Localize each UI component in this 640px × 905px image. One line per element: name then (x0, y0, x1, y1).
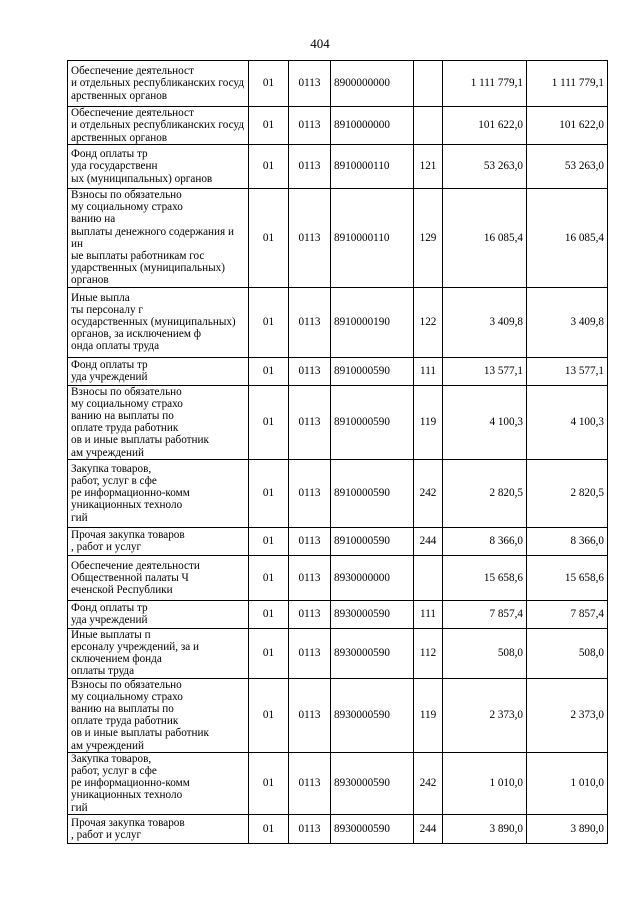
section-code-cell (249, 600, 289, 628)
amount-2-cell (527, 527, 608, 555)
target-item-code-cell (331, 527, 414, 555)
target-item-code-cell (331, 600, 414, 628)
expense-type-code: 122 (419, 316, 437, 329)
target-item-code-cell (331, 628, 414, 678)
expense-name: Взносы по обязательно му социальному страхо ванию на выплаты по оплате труда работник ов и иные выплаты работник ам учреждений (71, 678, 209, 752)
subsection-code-cell (289, 145, 331, 189)
section-code-cell (249, 527, 289, 555)
amount-2-cell (527, 189, 608, 288)
expense-type-code: 112 (419, 647, 437, 660)
table-row (68, 678, 608, 752)
amount-2-cell (527, 61, 608, 107)
target-item-code: 8910000590 (334, 416, 390, 429)
amount-2: 2 820,5 (570, 487, 604, 500)
amount-2: 53 263,0 (564, 160, 604, 173)
amount-2-cell (527, 814, 608, 843)
amount-1-cell (443, 357, 527, 385)
amount-2: 8 366,0 (570, 535, 604, 548)
expense-type-code: 121 (419, 160, 437, 173)
expense-name-cell (68, 814, 249, 843)
expense-type-code: 119 (419, 709, 437, 722)
expense-name: Обеспечение деятельност и отдельных республиканских госуд арственных органов (71, 107, 245, 144)
subsection-code: 0113 (298, 487, 321, 500)
target-item-code-cell (331, 752, 414, 814)
amount-1: 8 366,0 (489, 535, 523, 548)
amount-2: 3 409,8 (570, 316, 604, 329)
subsection-code: 0113 (298, 822, 321, 835)
amount-1-cell (443, 145, 527, 189)
table-row (68, 385, 608, 459)
section-code-cell (249, 145, 289, 189)
expense-type-code-cell (414, 600, 443, 628)
expense-name: Иные выпла ты персоналу г осударственных (муниципальных) органов, за исключением ф онда оплаты труда (71, 291, 236, 353)
section-code-cell (249, 385, 289, 459)
amount-2-cell (527, 145, 608, 189)
amount-1-cell (443, 814, 527, 843)
expense-type-code-cell (414, 752, 443, 814)
expense-type-code: 119 (419, 416, 437, 429)
target-item-code: 8930000590 (334, 777, 390, 790)
target-item-code-cell (331, 287, 414, 357)
expense-name: Закупка товаров, работ, услуг в сфе ре информационно-комм уникационных техноло гий (71, 752, 190, 814)
expense-name: Фонд оплаты тр уда учреждений (71, 358, 148, 384)
amount-2-cell (527, 357, 608, 385)
amount-2-cell (527, 752, 608, 814)
target-item-code-cell (331, 678, 414, 752)
expense-name: Закупка товаров, работ, услуг в сфе ре информационно-комм уникационных техноло гий (71, 462, 190, 524)
target-item-code-cell (331, 145, 414, 189)
subsection-code-cell (289, 527, 331, 555)
subsection-code: 0113 (298, 231, 321, 244)
table-row (68, 107, 608, 145)
section-code: 01 (262, 487, 275, 500)
amount-1: 2 820,5 (489, 487, 523, 500)
section-code: 01 (262, 316, 275, 329)
expense-name: Фонд оплаты тр уда учреждений (71, 602, 148, 627)
expense-name-cell (68, 628, 249, 678)
amount-1-cell (443, 678, 527, 752)
section-code: 01 (262, 777, 275, 790)
target-item-code-cell (331, 555, 414, 600)
section-code: 01 (262, 416, 275, 429)
subsection-code: 0113 (298, 608, 321, 621)
amount-1-cell (443, 459, 527, 527)
expense-type-code: 242 (419, 777, 437, 790)
amount-2-cell (527, 459, 608, 527)
target-item-code: 8930000590 (334, 647, 390, 660)
table-row (68, 287, 608, 357)
amount-1: 3 890,0 (489, 822, 523, 835)
amount-1: 101 622,0 (478, 119, 523, 132)
amount-2: 1 010,0 (570, 777, 604, 790)
amount-1: 7 857,4 (489, 608, 523, 621)
target-item-code-cell (331, 814, 414, 843)
subsection-code-cell (289, 385, 331, 459)
amount-2: 3 890,0 (570, 822, 604, 835)
expense-name-cell (68, 145, 249, 189)
table-row (68, 527, 608, 555)
section-code: 01 (262, 119, 275, 132)
expense-name: Иные выплаты п ерсоналу учреждений, за и сключением фонда оплаты труда (71, 628, 200, 678)
target-item-code: 8910000590 (334, 535, 390, 548)
expense-name-cell (68, 527, 249, 555)
target-item-code-cell (331, 459, 414, 527)
page-number: 404 (310, 36, 330, 51)
expense-type-code-cell (414, 814, 443, 843)
amount-2: 7 857,4 (570, 608, 604, 621)
expense-type-code: 111 (420, 608, 436, 621)
subsection-code-cell (289, 600, 331, 628)
target-item-code: 8910000590 (334, 487, 390, 500)
section-code-cell (249, 61, 289, 107)
expense-type-code-cell (414, 107, 443, 145)
amount-1-cell (443, 189, 527, 288)
amount-1-cell (443, 600, 527, 628)
subsection-code-cell (289, 814, 331, 843)
amount-2-cell (527, 555, 608, 600)
expense-name: Взносы по обязательно му социальному страхо ванию на выплаты по оплате труда работник ов и иные выплаты работник ам учреждений (71, 385, 209, 459)
subsection-code-cell (289, 555, 331, 600)
amount-2-cell (527, 600, 608, 628)
subsection-code: 0113 (298, 77, 321, 90)
target-item-code: 8910000000 (334, 119, 390, 132)
subsection-code-cell (289, 678, 331, 752)
section-code-cell (249, 287, 289, 357)
subsection-code-cell (289, 752, 331, 814)
expense-name: Прочая закупка товаров , работ и услуг (71, 529, 185, 554)
expense-type-code: 242 (419, 487, 437, 500)
target-item-code-cell (331, 357, 414, 385)
section-code-cell (249, 459, 289, 527)
section-code-cell (249, 189, 289, 288)
subsection-code: 0113 (298, 777, 321, 790)
amount-1: 508,0 (497, 647, 523, 660)
amount-1: 15 658,6 (483, 571, 523, 584)
section-code: 01 (262, 608, 275, 621)
budget-table-body (68, 61, 608, 844)
amount-1-cell (443, 61, 527, 107)
amount-1: 4 100,3 (489, 416, 523, 429)
section-code-cell (249, 628, 289, 678)
amount-1-cell (443, 752, 527, 814)
section-code-cell (249, 752, 289, 814)
target-item-code: 8930000000 (334, 571, 390, 584)
target-item-code: 8910000110 (334, 231, 390, 244)
expense-name-cell (68, 752, 249, 814)
subsection-code-cell (289, 107, 331, 145)
target-item-code: 8910000190 (334, 316, 390, 329)
subsection-code: 0113 (298, 160, 321, 173)
table-row (68, 61, 608, 107)
expense-name: Прочая закупка товаров , работ и услуг (71, 816, 185, 841)
expense-type-code-cell (414, 385, 443, 459)
expense-name-cell (68, 385, 249, 459)
expense-name-cell (68, 555, 249, 600)
expense-name: Фонд оплаты тр уда государственн ых (муниципальных) органов (71, 148, 213, 185)
expense-type-code-cell (414, 145, 443, 189)
target-item-code: 8910000110 (334, 160, 390, 173)
section-code-cell (249, 555, 289, 600)
section-code-cell (249, 357, 289, 385)
table-row (68, 357, 608, 385)
target-item-code: 8910000590 (334, 365, 390, 378)
subsection-code: 0113 (298, 365, 321, 378)
expense-name-cell (68, 107, 249, 145)
subsection-code-cell (289, 459, 331, 527)
amount-1: 1 111 779,1 (470, 77, 523, 90)
amount-1: 13 577,1 (483, 365, 523, 378)
table-row (68, 555, 608, 600)
target-item-code: 8930000590 (334, 709, 390, 722)
target-item-code-cell (331, 189, 414, 288)
amount-2: 2 373,0 (570, 709, 604, 722)
expense-name-cell (68, 459, 249, 527)
subsection-code: 0113 (298, 416, 321, 429)
amount-1-cell (443, 527, 527, 555)
expense-type-code: 244 (419, 535, 437, 548)
amount-2-cell (527, 287, 608, 357)
expense-name-cell (68, 61, 249, 107)
section-code: 01 (262, 822, 275, 835)
expense-type-code: 129 (419, 231, 437, 244)
subsection-code-cell (289, 287, 331, 357)
section-code-cell (249, 814, 289, 843)
table-row (68, 600, 608, 628)
target-item-code: 8900000000 (334, 77, 390, 90)
subsection-code-cell (289, 189, 331, 288)
target-item-code-cell (331, 107, 414, 145)
table-row (68, 814, 608, 843)
subsection-code: 0113 (298, 316, 321, 329)
expense-type-code-cell (414, 527, 443, 555)
section-code: 01 (262, 535, 275, 548)
amount-2: 4 100,3 (570, 416, 604, 429)
amount-1-cell (443, 107, 527, 145)
expense-type-code: 111 (420, 365, 436, 378)
target-item-code: 8930000590 (334, 822, 390, 835)
table-row (68, 752, 608, 814)
expense-type-code-cell (414, 678, 443, 752)
amount-2-cell (527, 385, 608, 459)
amount-2-cell (527, 678, 608, 752)
target-item-code: 8930000590 (334, 608, 390, 621)
subsection-code: 0113 (298, 535, 321, 548)
expense-type-code: 244 (419, 822, 437, 835)
section-code-cell (249, 107, 289, 145)
table-row (68, 189, 608, 288)
budget-table (67, 60, 608, 844)
target-item-code-cell (331, 61, 414, 107)
subsection-code-cell (289, 628, 331, 678)
amount-2: 13 577,1 (564, 365, 604, 378)
section-code: 01 (262, 231, 275, 244)
expense-name: Взносы по обязательно му социальному страхо ванию на выплаты денежного содержания и ин ые выплаты работникам гос ударственных (муниципальных) органов (71, 189, 234, 287)
amount-2-cell (527, 107, 608, 145)
amount-1-cell (443, 385, 527, 459)
amount-2: 101 622,0 (559, 119, 604, 132)
section-code: 01 (262, 647, 275, 660)
expense-type-code-cell (414, 628, 443, 678)
subsection-code: 0113 (298, 709, 321, 722)
section-code: 01 (262, 77, 275, 90)
section-code: 01 (262, 709, 275, 722)
amount-1-cell (443, 555, 527, 600)
table-row (68, 459, 608, 527)
expense-type-code-cell (414, 287, 443, 357)
expense-type-code-cell (414, 555, 443, 600)
expense-type-code-cell (414, 189, 443, 288)
amount-1: 1 010,0 (489, 777, 523, 790)
expense-type-code-cell (414, 61, 443, 107)
expense-type-code-cell (414, 357, 443, 385)
expense-name-cell (68, 678, 249, 752)
subsection-code: 0113 (298, 647, 321, 660)
amount-2: 1 111 779,1 (551, 77, 604, 90)
amount-2: 16 085,4 (564, 231, 604, 244)
expense-name-cell (68, 287, 249, 357)
target-item-code-cell (331, 385, 414, 459)
amount-2-cell (527, 628, 608, 678)
amount-1: 16 085,4 (483, 231, 523, 244)
expense-name-cell (68, 600, 249, 628)
section-code-cell (249, 678, 289, 752)
expense-name: Обеспечение деятельност и отдельных республиканских госуд арственных органов (71, 65, 245, 102)
amount-1-cell (443, 628, 527, 678)
table-row (68, 145, 608, 189)
expense-name: Обеспечение деятельности Общественной палаты Ч еченской Республики (71, 559, 200, 596)
expense-type-code-cell (414, 459, 443, 527)
section-code: 01 (262, 365, 275, 378)
amount-2: 508,0 (578, 647, 604, 660)
amount-1: 2 373,0 (489, 709, 523, 722)
subsection-code: 0113 (298, 119, 321, 132)
amount-1-cell (443, 287, 527, 357)
section-code: 01 (262, 160, 275, 173)
subsection-code-cell (289, 61, 331, 107)
amount-2: 15 658,6 (564, 571, 604, 584)
amount-1: 3 409,8 (489, 316, 523, 329)
table-row (68, 628, 608, 678)
subsection-code-cell (289, 357, 331, 385)
amount-1: 53 263,0 (483, 160, 523, 173)
expense-name-cell (68, 189, 249, 288)
section-code: 01 (262, 571, 275, 584)
expense-name-cell (68, 357, 249, 385)
subsection-code: 0113 (298, 571, 321, 584)
